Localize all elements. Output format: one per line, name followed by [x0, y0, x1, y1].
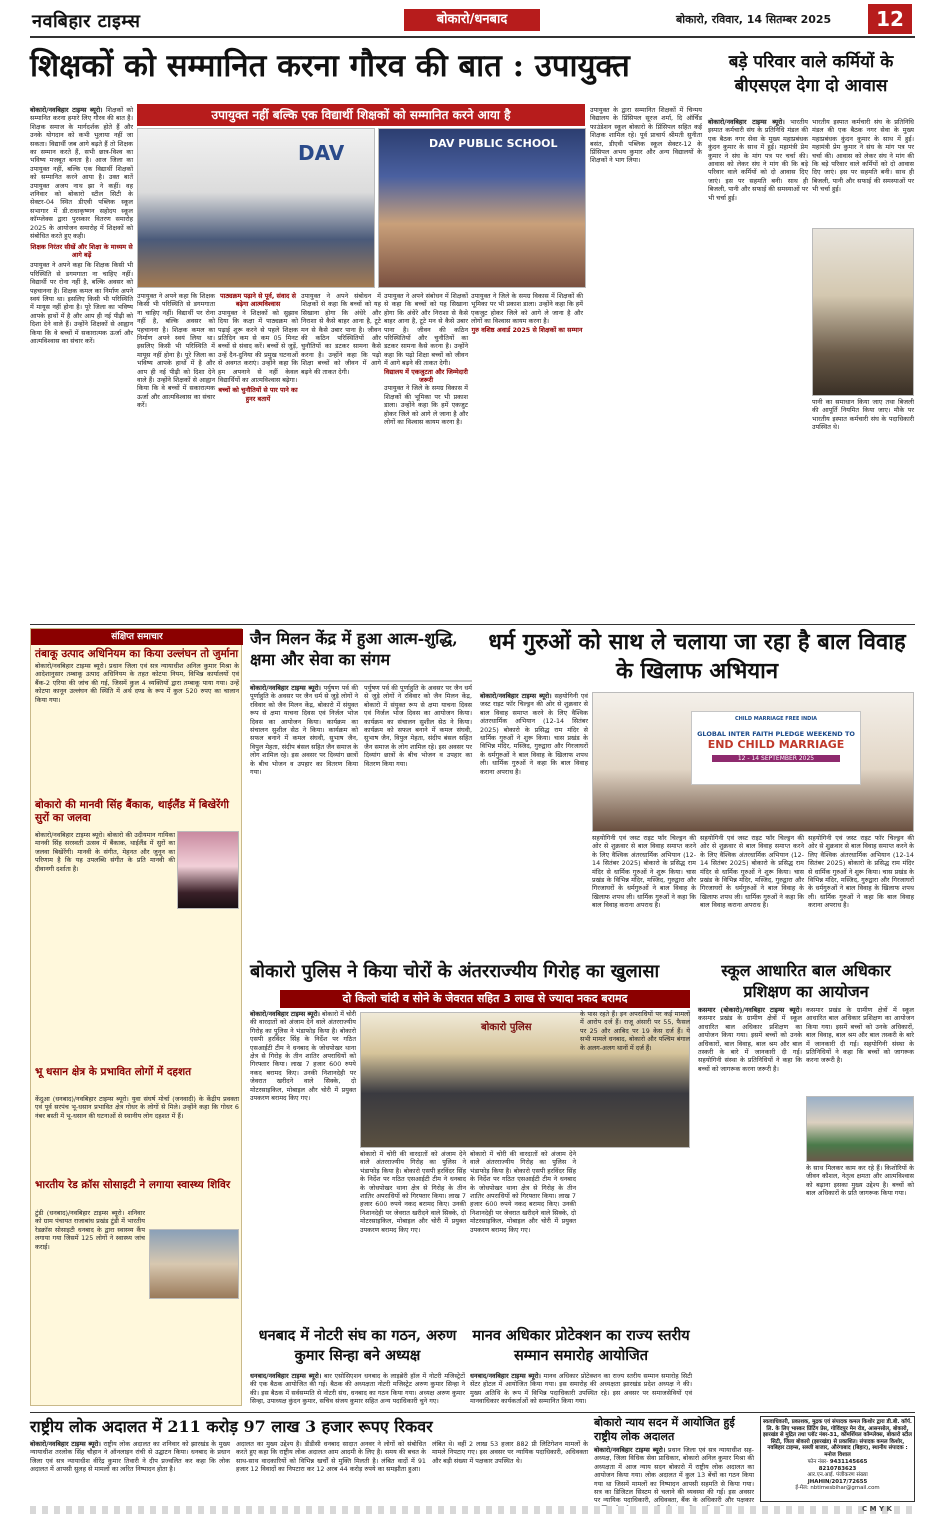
brief-4-photo	[149, 1229, 239, 1299]
imprint-phone-label: फोन नंबर-	[807, 1459, 829, 1465]
masthead-rule	[30, 36, 915, 38]
police-col2	[360, 1150, 466, 1322]
child-marriage-photo	[592, 692, 914, 832]
human-rights-byline: धनबाद/नवबिहार टाइम्स ब्यूरो।	[470, 1372, 541, 1380]
lead-col2	[137, 292, 215, 618]
bsl-caption-text: पानी का समाधान किया जाए तथा बिजली की आपूर्ति नियमित किया जाए। मौके पर भारतीय इस्पात कर्मचारी संघ के पदाधिकारी उपस्थित थे।	[812, 398, 914, 432]
child-marriage-banner	[691, 711, 861, 785]
police-subhead: दो किलो चांदी व सोने के जेवरात सहित 3 लाख से ज्यादा नकद बरामद	[280, 990, 690, 1008]
imprint-phone-2: 8210783623	[818, 1465, 857, 1472]
lok-adalat-col3	[432, 1440, 588, 1500]
bsl-byline: बोकारो/नवबिहार टाइम्स ब्यूरो।	[708, 118, 785, 126]
section-tab	[404, 9, 540, 31]
jain-col2	[364, 684, 472, 956]
police-table-banner: बोकारो पुलिस	[481, 1022, 532, 1033]
police-text-2: बोकारो में चोरी की वारदातों को अंजाम देने वाले अंतरराज्यीय गिरोह का पुलिस ने भंडाफोड़ किया है। बोकारो एसपी हरविंदर सिंह के निर्देश पर गठित एसआईटी टीम ने धनबाद के जोधपोखर थाना क्षेत्र से गिरोह के तीन शातिर अपराधियों को गिरफ्तार किया। लाख 7 हजार 600 रुपये नकद बरामद किए। उनकी निशानदेही पर जेवरात खरीदने वाले सिक्के, दो मोटरसाइकिल, मोबाइल और चोरी में प्रयुक्त उपकरण बरामद किए गए।	[360, 1150, 466, 1234]
news-brief-box	[30, 628, 242, 1406]
banner-line-2: END CHILD MARRIAGE	[707, 738, 845, 751]
notary-byline: धनबाद/नवबिहार टाइम्स ब्यूरो।	[250, 1372, 322, 1380]
bsl-headline: बड़े परिवार वाले कर्मियों के बीएसएल देगा दो आवास	[728, 52, 894, 96]
banner-date: 12 - 14 SEPTEMBER 2025	[712, 755, 840, 762]
bsl-col1	[708, 118, 808, 398]
lead-banner: उपायुक्त नहीं बल्कि एक विद्यार्थी शिक्षकों को सम्मानित करने आया है	[137, 104, 585, 126]
child-marriage-col1	[480, 692, 588, 956]
lead-subhead-2: पाठ्यक्रम पढ़ाने से पूर्व, संवाद से बढ़ेगा आत्मविश्वास	[220, 292, 296, 309]
dateline: बोकारो, रविवार, 14 सितम्बर 2025	[676, 13, 832, 26]
human-rights-headline: मानव अधिकार प्रोटेक्शन का राज्य स्तरीय सम्मान समारोह आयोजित	[472, 1327, 690, 1364]
lead-subhead-3: बच्चों को चुनौतियों से पार पाने का हुनर बतायें	[218, 386, 298, 403]
child-marriage-headline: धर्म गुरुओं को साथ ले चलाया जा रहा है बाल विवाह के खिलाफ अभियान	[488, 629, 906, 684]
bsl-text: भारतीय इस्पात कर्मचारी संघ के प्रतिनिधि मंडल की एक बैठक नगर सेवा के मुख्य महाप्रबंधक कुंदन कुमार के साथ में हुई। महामंत्री प्रेम कुमार ने संघ के मांग पत्र पर चर्चा की। आवास को लेकर संघ ने मांग की कि बड़े परिवार वाले कर्मियों को दो आवास दिए जाएं। इस पर सहमति बनी। साथ ही बिजली, पानी और सफाई की समस्याओं पर भी चर्चा हुई।	[708, 118, 808, 202]
lead-byline: बोकारो/नवबिहार टाइम्स ब्यूरो।	[30, 106, 103, 114]
imprint-phone-line	[763, 1459, 912, 1466]
nyay-sadan-text	[594, 1446, 754, 1505]
brief-4-headline: भारतीय रेड क्रॉस सोसाइटी ने लगाया स्वास्थ्य शिविर	[35, 1179, 231, 1191]
bsl-photo	[812, 228, 914, 396]
lead-col3-text: उपायुक्त ने शिक्षकों को सुझाव दिया कि कक्षा में पाठ्यक्रम को पढ़ाई शुरू करने से पहले शिक्षक प्रतिदिन कम से कम 05 मिनट बच्चों से संवाद करें। बच्चों से जुड़ें, उन्हें दैन-दुनिया की प्रमुख घटनाओं से अवगत कराएं। उन्होंने कहा कि हम अपनाने से नहीं केवल विद्यार्थियों का आत्मविश्वास बढ़ेगा।	[218, 308, 298, 385]
brief-3-headline: भू धसान क्षेत्र के प्रभावित लोगों में दहशत	[35, 1066, 192, 1078]
lead-photo-2	[378, 128, 586, 288]
police-col3	[470, 1150, 576, 1322]
banner-line-1: GLOBAL INTER FAITH PLEDGE WEEKEND TO	[697, 730, 855, 738]
paper-name: नवबिहार टाइम्स	[32, 11, 141, 32]
nyay-sadan-headline: बोकारो न्याय सदन में आयोजित हुई राष्ट्रीय लोक अदालत	[594, 1416, 735, 1443]
registration-marks: C M Y K	[862, 1505, 892, 1513]
footer-strip	[30, 1506, 915, 1514]
school-rights-text: कसमार प्रखंड के ग्रामीण क्षेत्रों में स्कूल आधारित बाल अधिकार प्रशिक्षण का आयोजन किया गया। इसमें बच्चों को उनके अधिकारों, बाल विवाह, बाल श्रम और बाल तस्करी के बारे में जानकारी दी गई। सहयोगिनी संस्था के प्रतिनिधियों ने कहा कि बच्चों को जागरूक करना जरूरी है।	[698, 1014, 802, 1073]
police-headline: बोकारो पुलिस ने किया चोरों के अंतरराज्यीय गिरोह का खुलासा	[250, 961, 660, 982]
school-rights-headline: स्कूल आधारित बाल अधिकार प्रशिक्षण का आयोजन	[721, 961, 891, 1001]
bottom-section-rule	[30, 1412, 915, 1413]
school-rights-text2: के साथ मिलकर काम कर रहे हैं। किशोरियों के जीवन कौशल, नेतृत्व क्षमता और आत्मविश्वास को बढ़ाना इसका मुख्य उद्देश्य है। बच्चों को बाल अधिकारों के प्रति जागरूक किया गया।	[806, 1164, 914, 1198]
imprint-box	[760, 1416, 915, 1502]
child-marriage-text: सहयोगिनी एवं जस्ट राइट फॉर चिल्ड्रन की ओर से शुक्रवार से बाल विवाह समाप्त करने के लिए वैश्विक अंतरधार्मिक अभियान (12-14 सितंबर 2025) बोकारो के प्रसिद्ध राम मंदिर से धार्मिक गुरुओं ने शुरू किया। चास प्रखंड के विभिन्न मंदिर, मस्जिद, गुरुद्वारा और गिरजाघरों के धर्मगुरुओं ने बाल विवाह के खिलाफ शपथ ली। धार्मिक गुरुओं ने कहा कि बाल विवाह कराना अपराध है।	[480, 692, 588, 776]
brief-2-text: बोकारो/नवबिहार टाइम्स ब्यूरो। बोकारो की उदीयमान गायिका मानवी सिंह सरस्वती उत्सव में बैंकाक, थाईलैंड में सुरों का जलवा बिखेरेंगी। मानवी के संगीत, मेहनत और जुनून का परिणाम है कि यह उपलब्धि संगीत के प्रति मानवी की दीवानगी दर्शाता है।	[35, 831, 175, 873]
lead-col6	[471, 292, 583, 618]
nyay-sadan-body-2: सत्र का डिजिटल सिस्टम से चलाने की व्यवस्था की गई। इस अवसर पर न्यायिक पदाधिकारी, अधिवक्ता, बैंक के अधिकारी और पक्षकार	[594, 1488, 754, 1505]
lead-col2b: उपायुक्त ने अपने कहा कि शिक्षक किसी भी परिस्थिति से डगमगाता ना चाहिए नहीं। विद्यार्थी पर रोना नहीं है, बल्कि अवसर को पहचानना है। शिक्षक कमल का निर्माण अपने स्वयं लिया था। इसलिए किसी भी परिस्थिति में मायूस नहीं होना है। पूरे जिला का भविष्य आपके हाथों में है और आप ही नई पीढ़ी को दिशा देने वाले हैं। उन्होंने शिक्षकों से आह्वान किया कि वे बच्चों में सकारात्मक ऊर्जा और आत्मविश्वास का संचार करें।	[137, 292, 215, 410]
lead-subhead-1: शिक्षक निरंतर सीखें और शिक्षा के माध्यम से आगे बढ़ें	[30, 242, 133, 259]
notary-body: बार एसोसिएशन धनबाद के लाइब्रेरी हॉल में नोटरी मजिस्ट्रेटों की एक बैठक आयोजित की गई। बैठक की अध्यक्षता नोटरी मजिस्ट्रेट अरुण कुमार सिन्हा ने की। इस बैठक में सर्वसम्मति से नोटरी संघ, धनबाद का गठन किया गया। अध्यक्ष अरुण कुमार सिन्हा, उपाध्यक्ष कुंदन कुमार, सचिव संजय कुमार सहित अन्य पदाधिकारी चुने गए।	[250, 1372, 465, 1406]
child-marriage-col4	[808, 834, 914, 956]
jain-photo	[250, 680, 472, 682]
brief-2-photo	[177, 831, 239, 909]
school-rights-col3	[806, 1164, 914, 1406]
bsl-text-2: भारतीय इस्पात कर्मचारी संघ के प्रतिनिधि मंडल की एक बैठक नगर सेवा के मुख्य महाप्रबंधक कुंदन कुमार के साथ में हुई। महामंत्री प्रेम कुमार ने संघ के मांग पत्र पर चर्चा की। आवास को लेकर संघ ने मांग की कि बड़े परिवार वाले कर्मियों को दो आवास दिए जाएं। इस पर सहमति बनी। साथ ही बिजली, पानी और सफाई की समस्याओं पर भी चर्चा हुई।	[812, 118, 914, 194]
lok-adalat-text: राष्ट्रीय लोक अदालत का शनिवार को झारखंड के मुख्य न्यायाधीश तरलोक सिंह चौहान ने ऑनलाइन रांची से उद्घाटन किया। धनबाद के प्रधान जिला एवं सत्र न्यायाधीश वीरेंद्र कुमार तिवारी ने दीप प्रज्वलित कर कहा कि लोक अदालत में आपसी सुलह से मामलों का त्वरित निष्पादन होता है।	[30, 1440, 230, 1474]
police-col1	[250, 992, 356, 1322]
notary-headline: धनबाद में नोटरी संघ का गठन, अरुण कुमार सिन्हा बने अध्यक्ष	[258, 1327, 457, 1364]
lead-intro-text: शिक्षकों को सम्मानित करना हमारे लिए गौरव की बात है। शिक्षक समाज के मार्गदर्शक होते हैं और उनके योगदान को कभी भुलाया नहीं जा सकता। विद्यार्थी जब आगे बढ़ते हैं तो शिक्षक का सम्मान करते हैं, सभी छात्र-विश्व का भविष्य मजबूत बनता है। आज जिला का उपायुक्त नहीं, बल्कि एक विद्यार्थी शिक्षकों को सम्मानित करने आया है। उक्त बातें उपायुक्त अजय नाथ झा ने कहीं। वह शनिवार को बोकारो स्टील सिटी के सेक्टर-04 स्थित डीएवी पब्लिक स्कूल सभागार में डी.राधाकृष्णन सहोदय स्कूल कॉम्प्लेक्स द्वारा पुरस्कार वितरण समारोह 2025 के आयोजन समारोह में शिक्षकों को संबोधित करते हुए कही।	[30, 106, 133, 241]
police-right-text: के पास रहते हैं। इन अपराधियों पर कई मामलों में आरोप दर्ज हैं। राजू अंसारी पर 55, फैसल पर 25 और आबिद पर 19 केस दर्ज हैं। ये सभी मामले धनबाद, बोकारो और पश्चिम बंगाल के अलग-अलग थानों में दर्ज हैं।	[580, 1010, 690, 1052]
child-marriage-text-3: सहयोगिनी एवं जस्ट राइट फॉर चिल्ड्रन की ओर से शुक्रवार से बाल विवाह समाप्त करने के लिए वैश्विक अंतरधार्मिक अभियान (12-14 सितंबर 2025) बोकारो के प्रसिद्ध राम मंदिर से धार्मिक गुरुओं ने शुरू किया। चास प्रखंड के विभिन्न मंदिर, मस्जिद, गुरुद्वारा और गिरजाघरों के धर्मगुरुओं ने बाल विवाह के खिलाफ शपथ ली। धार्मिक गुरुओं ने कहा कि बाल विवाह कराना अपराध है।	[700, 834, 804, 910]
jain-col1	[250, 684, 358, 956]
photo-stage-sign: DAV PUBLIC SCHOOL	[429, 137, 558, 150]
school-rights-col1	[698, 1006, 802, 1406]
imprint-rni: आर.एन.आई. पंजीकरण संख्या	[807, 1472, 868, 1479]
imprint-text: स्वत्वाधिकारी, प्रकाशक, मुद्रक एवं संपादक कमल किशोर द्वारा डी.बी. कॉर्प. लि. के लिए भास्कर प्रिंटिंग प्रेस, गोविंदपुर मेन रोड, आसनसोल, बोकारो, झारखंड से मुद्रित तथा प्लॉट नंबर-31, कॉमर्शियल कॉम्प्लेक्स, बोकारो स्टील सिटी, जिला बोकारो (झारखंड) से प्रकाशित। संपादक कमल किशोर, नवबिहार टाइम्स, सब्जी बाजार, औरंगाबाद (बिहार), स्थानीय संपादक : मनोज विशाल	[763, 1419, 912, 1458]
lok-adalat-headline: राष्ट्रीय लोक अदालत में 211 करोड़ 97 लाख 3 हजार रूपए रिकवर	[30, 1417, 433, 1436]
imprint-phone-1: 9431145665	[829, 1459, 868, 1465]
bsl-col2	[812, 118, 914, 228]
child-marriage-col3	[700, 834, 804, 956]
lok-adalat-byline: बोकारो/नवबिहार टाइम्स ब्यूरो।	[30, 1440, 101, 1448]
lead-col2-text: उपायुक्त ने अपने कहा कि शिक्षक किसी भी परिस्थिति से डगमगाता ना चाहिए नहीं। विद्यार्थी पर रोना नहीं है, बल्कि अवसर को पहचानना है। शिक्षक कमल का निर्माण अपने स्वयं लिया था। इसलिए किसी भी परिस्थिति में मायूस नहीं होना है। पूरे जिला का भविष्य आपके हाथों में है और आप ही नई पीढ़ी को दिशा देने वाले हैं। उन्होंने शिक्षकों से आह्वान किया कि वे बच्चों में सकारात्मक ऊर्जा और आत्मविश्वास का संचार करें।	[30, 261, 133, 345]
lead-bottom-rule	[30, 624, 915, 625]
brief-2-headline: बोकारो की मानवी सिंह बैंकाक, थाईलैंड में बिखेरेंगी सुरों का जलवा	[35, 799, 229, 824]
lead-col6-text: उपायुक्त ने जिले के समग्र विकास में शिक्षकों की भूमिका पर भी प्रकाश डाला। उन्होंने कहा कि हमें एकजुट होकर जिले को आगे ले जाना है और लोगों का विश्वास कायम करना है।	[471, 292, 583, 326]
police-text: बोकारो में चोरी की वारदातों को अंजाम देने वाले अंतरराज्यीय गिरोह का पुलिस ने भंडाफोड़ किया है। बोकारो एसपी हरविंदर सिंह के निर्देश पर गठित एसआईटी टीम ने धनबाद के जोधपोखर थाना क्षेत्र से गिरोह के तीन शातिर अपराधियों को गिरफ्तार किया। लाख 7 हजार 600 रुपये नकद बरामद किए। उनकी निशानदेही पर जेवरात खरीदने वाले सिक्के, दो मोटरसाइकिल, मोबाइल और चोरी में प्रयुक्त उपकरण बरामद किए गए।	[250, 1010, 356, 1103]
imprint-email-line: ई-मेल: nbtimesbihar@gmail.com	[795, 1485, 880, 1492]
child-marriage-text-2: सहयोगिनी एवं जस्ट राइट फॉर चिल्ड्रन की ओर से शुक्रवार से बाल विवाह समाप्त करने के लिए वैश्विक अंतरधार्मिक अभियान (12-14 सितंबर 2025) बोकारो के प्रसिद्ध राम मंदिर से धार्मिक गुरुओं ने शुरू किया। चास प्रखंड के विभिन्न मंदिर, मस्जिद, गुरुद्वारा और गिरजाघरों के धर्मगुरुओं ने बाल विवाह के खिलाफ शपथ ली। धार्मिक गुरुओं ने कहा कि बाल विवाह कराना अपराध है।	[592, 834, 696, 910]
child-marriage-byline: बोकारो/नवबिहार टाइम्स ब्यूरो।	[480, 692, 552, 700]
bsl-caption	[812, 398, 914, 618]
masthead	[0, 0, 945, 42]
photo-banner-text: DAV	[298, 141, 345, 165]
lead-col4-text: उपायुक्त ने अपने संबोधन में शिक्षकों से कहा कि बच्चों को यह सिखाना होगा कि अंधेरे और निराशा से कैसे बाहर आना है, टूटे मन से कैसे उबार पाना है। जीवन की कठिन परिस्थितियों और चुनौतियों का डटकर सामना कैसे करना है। उन्होंने कहा कि पढ़ो शिक्षा बच्चों को जीवन में आगे बढ़ने की ताकत देगी।	[301, 292, 381, 376]
jain-byline: बोकारो/नवबिहार टाइम्स ब्यूरो।	[250, 684, 321, 692]
child-marriage-col2	[592, 834, 696, 956]
jain-text: पर्युषण पर्व की पूर्णाहुति के अवसर पर जैन धर्म से जुड़े लोगों ने रविवार को जैन मिलन केंद्र, बोकारो में संयुक्त रूप से क्षमा याचना दिवस एवं निर्जल भोज दिवस का आयोजन किया। कार्यक्रम का संचालन सुशील सेठ ने किया। कार्यक्रम को सफल बनाने में कमल संघवी, सुभाष जैन, विपुल मेहता, संदीप बंसल सहित जैन समाज के लोग शामिल रहे। इस अवसर पर दिव्यांग छात्रों के बीच भोजन व उपहार का वितरण किया गया।	[250, 684, 358, 777]
lead-intro	[30, 106, 133, 618]
imprint-email-label: ई-मेल	[795, 1485, 807, 1492]
imprint-email: nbtimesbihar@gmail.com	[810, 1485, 880, 1492]
lead-col4	[301, 292, 381, 618]
lok-adalat-text-2: अदालत का मुख्य उद्देश्य है। डीडीसी धनबाद सादात अनवर ने लोगों को संबोधित करते हुए कहा कि राष्ट्रीय लोक अदालत आम आदमी के लिए है। समय की बचत के साथ-साथ वादकारियों को विभिन्न खर्चों से मुक्ति मिलती है। लंबित वादों में 91 हजार 12 विवादों का निपटारा कर 12 अरब 44 करोड़ रुपये का समझौता हुआ।	[236, 1440, 426, 1474]
police-col4	[580, 1010, 690, 1322]
school-rights-photo	[806, 1096, 914, 1162]
lead-photo-1	[137, 128, 375, 288]
lead-col7-text: उपायुक्त के द्वारा सम्मानित शिक्षकों में चिन्मय विद्यालय के प्रिंसिपल सूरज शर्मा, दि ऑर्चिड फाउंडेशन स्कूल बोकारो के प्रिंसिपल सहित कई शिक्षक शामिल रहे। पूर्व प्राचार्य श्रीमती सुनीता बसंत, डीएवी पब्लिक स्कूल सेक्टर-12 के प्रिंसिपल अभय कुमार और अन्य विद्यालयों के शिक्षकों ने भाग लिया।	[590, 106, 702, 165]
lead-col5-text: उपायुक्त ने अपने संबोधन में शिक्षकों से कहा कि बच्चों को यह सिखाना होगा कि अंधेरे और निराशा से कैसे बाहर आना है, टूटे मन से कैसे उबार पाना है। जीवन की कठिन परिस्थितियों और चुनौतियों का डटकर सामना कैसे करना है। उन्होंने कहा कि पढ़ो शिक्षा बच्चों को जीवन में आगे बढ़ने की ताकत देगी।	[384, 292, 468, 368]
jain-text-2: पर्युषण पर्व की पूर्णाहुति के अवसर पर जैन धर्म से जुड़े लोगों ने रविवार को जैन मिलन केंद्र, बोकारो में संयुक्त रूप से क्षमा याचना दिवस एवं निर्जल भोज दिवस का आयोजन किया। कार्यक्रम का संचालन सुशील सेठ ने किया। कार्यक्रम को सफल बनाने में कमल संघवी, सुभाष जैन, विपुल मेहता, संदीप बंसल सहित जैन समाज के लोग शामिल रहे। इस अवसर पर दिव्यांग छात्रों के बीच भोजन व उपहार का वितरण किया गया।	[364, 684, 472, 768]
school-rights-byline: कसमार (बोकारो)/नवबिहार टाइम्स ब्यूरो।	[698, 1006, 802, 1014]
human-rights-body: मानव अधिकार प्रोटेक्शन का राज्य स्तरीय सम्मान समारोह सिटी सेंटर होटल में आयोजित किया गया। इस समारोह की अध्यक्षता झारखंड प्रदेश अध्यक्ष ने की। मुख्य अतिथि के रूप में विभिन्न पदाधिकारी उपस्थित रहे। इस अवसर पर समाजसेवियों एवं मानवाधिकार कार्यकर्ताओं को सम्मानित किया गया।	[470, 1372, 692, 1406]
lok-adalat-text-3: लंबित थे। वहीं 2 लाख 53 हजार 882 प्री लिटिगेशन मामलों के मामले निपटाए गए। इस अवसर पर न्यायिक पदाधिकारी, अधिवक्ता और बड़ी संख्या में पक्षकार उपस्थित थे।	[432, 1440, 588, 1465]
lead-col5b-text: उपायुक्त ने जिले के समग्र विकास में शिक्षकों की भूमिका पर भी प्रकाश डाला। उन्होंने कहा कि हमें एकजुट होकर जिले को आगे ले जाना है और लोगों का विश्वास कायम करना है।	[384, 384, 468, 427]
lead-subhead-4: विद्यालय में एकजुटता और जिम्मेदारी जरूरी	[384, 367, 468, 385]
notary-text	[250, 1372, 465, 1412]
school-rights-col2	[806, 1006, 914, 1096]
banner-logo: CHILD MARRIAGE FREE INDIA	[734, 716, 818, 722]
brief-1-text: बोकारो/नवबिहार टाइम्स ब्यूरो। प्रधान जिला एवं सत्र न्यायाधीश अनिल कुमार मिश्रा के आदेशानुसार तम्बाकू उत्पाद अधिनियम के तहत कोटपा नियम, विभिन्न कार्यालयों एवं बैंक-2 एरिया की जांच की गई, जिसमें कुल 4 व्यक्तियों द्वारा तम्बाकू पाया गया। उन्हें कोटपा कानून उल्लंघन की स्थिति में अर्थ दण्ड के रूप में कुल 520 रुपए का चालान किया गया।	[35, 662, 239, 704]
human-rights-text	[470, 1372, 692, 1412]
lead-col7	[590, 106, 702, 618]
page-number: 12	[868, 4, 912, 34]
nyay-sadan-body: प्रधान जिला एवं सत्र न्यायाधीश सह-अध्यक्ष, जिला विधिक सेवा प्राधिकार, बोकारो अनिल कुमार मिश्रा की अध्यक्षता में आज न्याय सदन बोकारो में राष्ट्रीय लोक अदालत का आयोजन किया गया। लोक अदालत में कुल 13 बेंचों का गठन किया गया था जिसमें मामलों का निष्पादन आपसी सहमति से किया गया।	[594, 1446, 754, 1488]
nyay-sadan-byline: बोकारो/नवबिहार टाइम्स ब्यूरो।	[594, 1446, 666, 1454]
school-rights-text-2: कसमार प्रखंड के ग्रामीण क्षेत्रों में स्कूल आधारित बाल अधिकार प्रशिक्षण का आयोजन किया गया। इसमें बच्चों को उनके अधिकारों, बाल विवाह, बाल श्रम और बाल तस्करी के बारे में जानकारी दी गई। सहयोगिनी संस्था के प्रतिनिधियों ने कहा कि बच्चों को जागरूक करना जरूरी है।	[806, 1006, 914, 1065]
police-text-3: बोकारो में चोरी की वारदातों को अंजाम देने वाले अंतरराज्यीय गिरोह का पुलिस ने भंडाफोड़ किया है। बोकारो एसपी हरविंदर सिंह के निर्देश पर गठित एसआईटी टीम ने धनबाद के जोधपोखर थाना क्षेत्र से गिरोह के तीन शातिर अपराधियों को गिरफ्तार किया। लाख 7 हजार 600 रुपये नकद बरामद किए। उनकी निशानदेही पर जेवरात खरीदने वाले सिक्के, दो मोटरसाइकिल, मोबाइल और चोरी में प्रयुक्त उपकरण बरामद किए गए।	[470, 1150, 576, 1234]
lead-subhead-5: गुरु वशिष्ठ अवार्ड 2025 से शिक्षकों का सम्मान	[471, 325, 583, 334]
brief-3-text: केंदुआ (धनबाद)/नवबिहार टाइम्स ब्यूरो। युवा संघर्ष मोर्चा (जनवादी) के केंद्रीय प्रवक्ता एवं पूर्व सरपंच भू-धसान प्रभावित क्षेत्र गोधर के लोगों से मिले। उन्होंने कहा कि गोधर 6 नंबर बस्ती में भू-धसान की घटनाओं से स्थानीय लोग दहशत में हैं।	[35, 1095, 239, 1120]
section-name: बोकारो/धनबाद	[436, 12, 508, 27]
child-marriage-text-4: सहयोगिनी एवं जस्ट राइट फॉर चिल्ड्रन की ओर से शुक्रवार से बाल विवाह समाप्त करने के लिए वैश्विक अंतरधार्मिक अभियान (12-14 सितंबर 2025) बोकारो के प्रसिद्ध राम मंदिर से धार्मिक गुरुओं ने शुरू किया। चास प्रखंड के विभिन्न मंदिर, मस्जिद, गुरुद्वारा और गिरजाघरों के धर्मगुरुओं ने बाल विवाह के खिलाफ शपथ ली। धार्मिक गुरुओं ने कहा कि बाल विवाह कराना अपराध है।	[808, 834, 914, 910]
lead-col5	[384, 292, 468, 618]
lead-headline: शिक्षकों को सम्मानित करना गौरव की बात : उपायुक्त	[30, 48, 630, 84]
brief-4-text: टुंडी (धनबाद)/नवबिहार टाइम्स ब्यूरो। शनिवार को ग्राम पंचायत राजाबांध प्रखंड टुंडी में भारतीय रेडक्रॉस सोसाइटी धनबाद के द्वारा स्वास्थ्य कैंप लगाया गया जिसमें 125 लोगों ने स्वास्थ्य जांच कराई।	[35, 1209, 145, 1251]
police-byline: बोकारो/नवबिहार टाइम्स ब्यूरो।	[250, 1010, 320, 1018]
brief-1-headline: तंबाकू उत्पाद अधिनियम का किया उल्लंघन तो जुर्माना	[35, 648, 239, 660]
imprint-reg: JHAHIN/2017/72655	[807, 1478, 868, 1485]
jain-headline: जैन मिलन केंद्र में हुआ आत्म-शुद्धि, क्षमा और सेवा का संगम	[250, 629, 458, 669]
lok-adalat-col2	[236, 1440, 426, 1500]
lok-adalat-col1	[30, 1440, 230, 1500]
news-brief-label: संक्षिप्त समाचार	[31, 629, 243, 645]
lead-col3	[218, 292, 298, 618]
